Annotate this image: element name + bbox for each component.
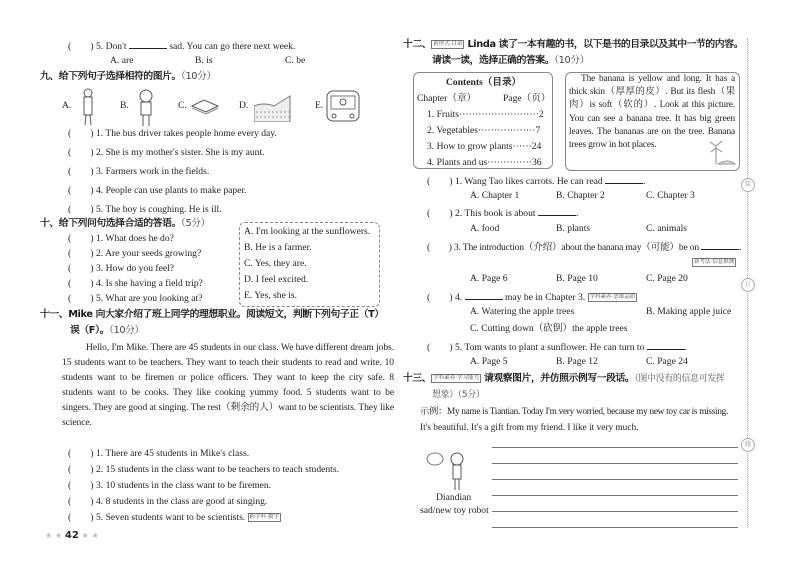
answer-paren[interactable]: ( ) <box>68 233 94 244</box>
blank <box>129 39 167 49</box>
chapter-header: Chapter（章） <box>417 93 477 104</box>
example-line-1: 示例：My name is Tiantian. Today I'm very worried, because my new toy car is missing. <box>420 407 729 417</box>
pic-label-e: E. <box>315 100 324 111</box>
q-text: sad. You can go there next week. <box>169 41 296 52</box>
answer-paren[interactable]: ( ) <box>68 263 94 274</box>
example-line-2: It's beautiful. It's a gift from my friend. I like it very much. <box>420 423 639 433</box>
option-b: B. Page 12 <box>556 356 598 367</box>
pic-label-b: B. <box>120 100 129 111</box>
answer-paren[interactable]: ( ) <box>427 242 452 253</box>
answer-paren[interactable]: ( ) <box>68 512 94 523</box>
option-c: C. Page 20 <box>646 273 688 284</box>
writing-line[interactable] <box>492 447 738 448</box>
option-c: C. be <box>285 55 306 66</box>
option-b: B. plants <box>556 223 591 234</box>
answer-paren[interactable]: ( ) <box>68 185 94 196</box>
pic-label-a: A. <box>62 100 72 111</box>
s10-item-5: ( ) 5. What are you looking at? <box>68 293 203 304</box>
pic-label-d: D. <box>239 100 249 111</box>
q-text: 5. Don't <box>95 41 127 52</box>
figure-name: Diandian <box>436 492 472 503</box>
section-11-title: 十一、Mike 向大家介绍了班上同学的理想职业。阅读短文，判断下列句子正（T） <box>40 309 384 320</box>
answer-paren[interactable]: ( ) <box>68 147 94 158</box>
bus-image <box>325 88 361 126</box>
contents-row: 2. Vegetables··················7 <box>427 125 541 136</box>
option-b: B. Page 10 <box>556 273 598 284</box>
option-c: C. Page 24 <box>646 356 688 367</box>
contents-row: 4. Plants and us··············36 <box>427 157 542 168</box>
option-c: C. Chapter 3 <box>646 190 695 201</box>
answer-paren[interactable]: ( ) <box>68 464 94 475</box>
margin-mark: 线 <box>741 438 755 452</box>
woman-image <box>80 88 96 126</box>
writing-line[interactable] <box>492 479 738 480</box>
paper-image <box>190 98 220 114</box>
answer-paren[interactable]: ( ) <box>68 278 94 289</box>
s10-item-3: ( ) 3. How do you feel? <box>68 263 175 274</box>
answer-paren[interactable]: ( ) <box>68 496 94 507</box>
s12-q1: ( ) 1. Wang Tao likes carrots. He can read . <box>427 176 646 187</box>
writing-line[interactable] <box>492 527 738 528</box>
s9-item-3: ( ) 3. Farmers work in the fields. <box>68 166 210 177</box>
s11-item-1: ( ) 1. There are 45 students in Mike's class. <box>68 448 250 459</box>
page-header: Page（页） <box>503 93 551 104</box>
mike-passage: Hello, I'm Mike. There are 45 students in our class. We have different dream jobs. 15 students want to be teachers. They want to teach their students to read and write. 10 students want to be firemen or police officers. They want to keep the city safe. 8 students want to be cooks. They like cooking yummy food. 5 students want to be singers. They are good at singing. The rest（剩余的人）want to be scientists. They like science. <box>62 342 394 428</box>
figure-caption: sad/new toy robot <box>420 505 489 516</box>
margin-mark: 装 <box>741 178 755 192</box>
tag: 新形式·目录 <box>433 40 463 47</box>
sick-boy-image <box>136 89 156 127</box>
s9-item-5: ( ) 5. The boy is coughing. He is ill. <box>68 204 222 215</box>
s11-item-2: ( ) 2. 15 students in the class want to be teachers to teach students. <box>68 464 339 475</box>
contents-row: 3. How to grow plants······24 <box>427 141 542 152</box>
answer-paren[interactable]: ( ) <box>68 166 94 177</box>
s11-item-3: ( ) 3. 10 students in the class want to be firemen. <box>68 480 272 491</box>
option-b: B. Making apple juice <box>646 306 732 317</box>
answer-paren[interactable]: ( ) <box>427 176 453 187</box>
answer-paren[interactable]: ( ) <box>68 41 94 52</box>
s12-q4: ( ) 4. may be in Chapter 3. 学科素养·思维品质 <box>427 292 636 303</box>
answer-paren[interactable]: ( ) <box>427 208 453 219</box>
s10-item-2: ( ) 2. Are your seeds growing? <box>68 248 202 259</box>
tag: 新考法·信息推测 <box>694 259 735 266</box>
section-12-title-2: 请读一读，选择正确的答案。（10分） <box>432 55 590 66</box>
section-12-title: 十二、 新形式·目录 Linda 读了一本有趣的书，以下是书的目录以及其中一节的内容。 <box>403 39 743 50</box>
option-a: A. Page 6 <box>470 273 508 284</box>
s9-item-1: ( ) 1. The bus driver takes people home every day. <box>68 128 277 139</box>
s11-item-4: ( ) 4. 8 students in the class are good at singing. <box>68 496 268 507</box>
field-image <box>254 92 292 122</box>
banana-tree-image <box>708 140 736 166</box>
writing-line[interactable] <box>492 495 738 496</box>
answer-e: E. Yes, she is. <box>244 290 298 301</box>
option-a: A. food <box>470 223 500 234</box>
answer-d: D. I feel excited. <box>244 274 309 285</box>
s12-q2: ( ) 2. This book is about . <box>427 208 579 219</box>
option-a: A. Watering the apple trees <box>470 306 575 317</box>
section-13-title-2: 想象）（5分） <box>432 390 485 400</box>
writing-line[interactable] <box>492 511 738 512</box>
margin-mark: 订 <box>741 278 755 292</box>
answer-a: A. I'm looking at the sunflowers. <box>244 226 371 237</box>
answer-paren[interactable]: ( ) <box>68 293 94 304</box>
writing-line[interactable] <box>492 463 738 464</box>
answer-paren[interactable]: ( ) <box>68 128 94 139</box>
option-c: C. animals <box>646 223 688 234</box>
option-a: A. Chapter 1 <box>470 190 520 201</box>
s12-q3: ( ) 3. The introduction（介绍）about the banana may（可能）be on . <box>427 242 742 253</box>
answer-c: C. Yes, they are. <box>244 258 307 269</box>
option-a: A. Page 5 <box>470 356 508 367</box>
option-b: B. Chapter 2 <box>556 190 605 201</box>
contents-row: 1. Fruits·························2 <box>427 109 544 120</box>
s9-item-4: ( ) 4. People can use plants to make paper. <box>68 185 247 196</box>
page-number: ★ ★ 42 ★ ★ <box>45 530 99 541</box>
s11-item-5: ( ) 5. Seven students want to be scientists. 跨学科·数学 <box>68 512 279 523</box>
s10-item-4: ( ) 4. Is she having a field trip? <box>68 278 203 289</box>
banana-passage: The banana is yellow and long. It has a thick skin（厚厚的皮）. But its flesh（果肉）is soft（软的）. Look at this picture. You can see a banana tree. It has big green leaves. The bananas are on the tree. Banana trees grow in hot places. <box>569 74 735 151</box>
answer-paren[interactable]: ( ) <box>68 248 94 259</box>
section-11-title-2: 误（F）。（10分） <box>70 325 144 336</box>
answer-paren[interactable]: ( ) <box>427 342 453 353</box>
s10-item-1: ( ) 1. What does he do? <box>68 233 174 244</box>
section-10-title: 十、给下列问句选择合适的答语。（5分） <box>40 218 211 229</box>
s9-item-2: ( ) 2. She is my mother's sister. She is my aunt. <box>68 147 265 158</box>
diandian-image <box>426 450 470 492</box>
tag: 跨学科·数学 <box>249 514 279 521</box>
option-c: C. Cutting down（砍倒）the apple trees <box>470 323 628 334</box>
q8-5 <box>68 39 295 53</box>
answer-paren[interactable]: ( ) <box>68 480 94 491</box>
answer-b: B. He is a farmer. <box>244 242 312 253</box>
s12-q5: ( ) 5. Tom wants to plant a sunflower. He can turn to . <box>427 342 688 353</box>
answer-paren[interactable]: ( ) <box>427 292 453 303</box>
answer-paren[interactable]: ( ) <box>68 448 94 459</box>
option-a: A. are <box>110 55 134 66</box>
section-9-title: 九、给下列句子选择相符的图片。（10分） <box>40 71 216 82</box>
contents-title: Contents（目录） <box>446 77 522 88</box>
answer-paren[interactable]: ( ) <box>68 204 94 215</box>
pic-label-c: C. <box>178 100 187 111</box>
option-b: B. is <box>195 55 213 66</box>
section-13-title: 十三、 学科素养·学习能力 请观察图片，并仿照示例写一段话。（图中没有的信息可发挥 <box>403 373 725 384</box>
